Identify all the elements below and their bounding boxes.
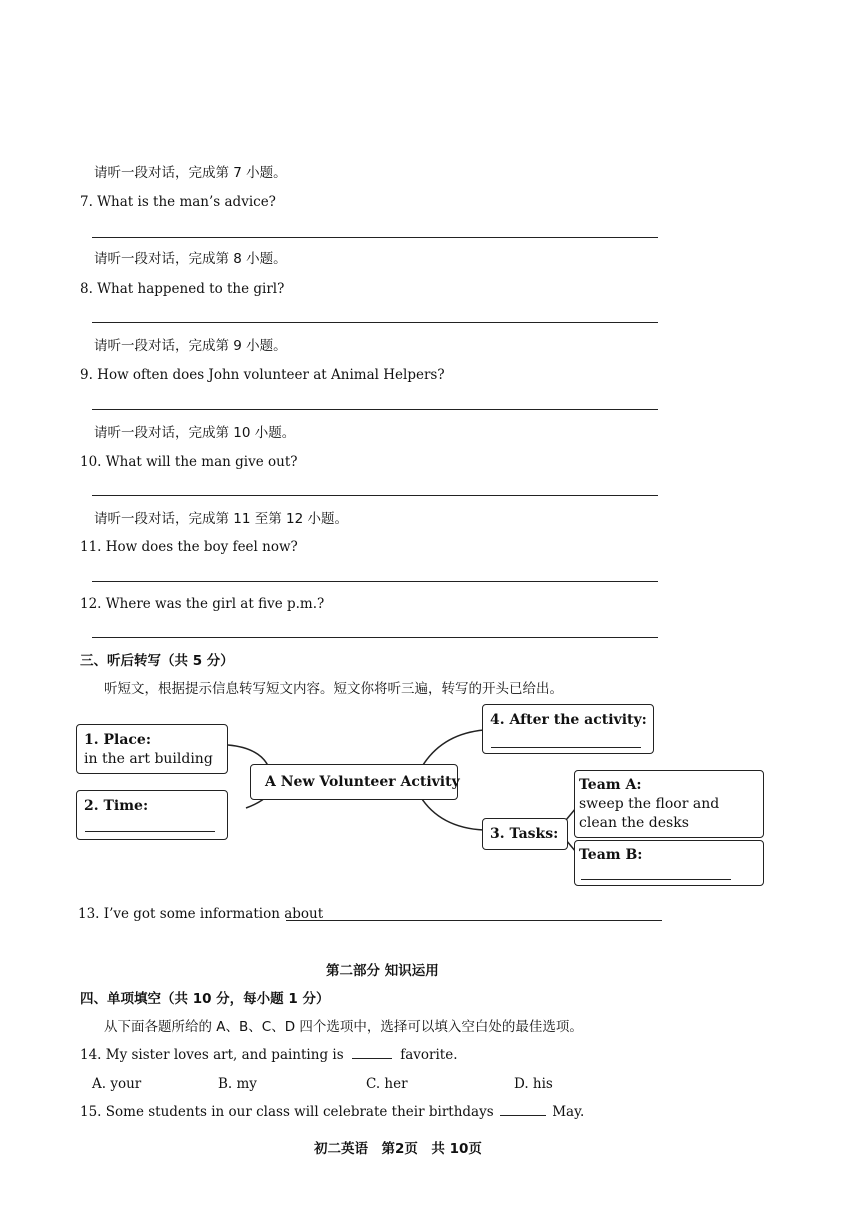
section4-title: 四、单项填空（共 10 分，每小题 1 分） xyxy=(80,991,330,1007)
center-box xyxy=(250,764,458,800)
q15-blank[interactable] xyxy=(500,1115,546,1116)
team-b-box xyxy=(574,840,764,886)
instruction-q9: 请听一段对话，完成第 9 小题。 xyxy=(94,338,287,354)
tasks-label: 3. Tasks: xyxy=(490,826,559,842)
instruction-q10: 请听一段对话，完成第 10 小题。 xyxy=(94,425,296,441)
team-a-line2: clean the desks xyxy=(579,815,689,831)
after-activity-answer-line[interactable] xyxy=(491,747,641,748)
team-a-label: Team A: xyxy=(579,777,642,793)
question-7: 7. What is the man’s advice? xyxy=(80,194,276,210)
q14-option-c[interactable]: C. her xyxy=(366,1076,408,1092)
place-box xyxy=(76,724,228,774)
instruction-q8: 请听一段对话，完成第 8 小题。 xyxy=(94,251,287,267)
page-footer: 初二英语 第2页 共 10页 xyxy=(314,1141,482,1157)
question-13: 13. I’ve got some information about xyxy=(78,906,324,922)
time-answer-line[interactable] xyxy=(85,831,215,832)
question-15 xyxy=(80,1103,584,1121)
part2-title: 第二部分 知识运用 xyxy=(326,963,439,979)
q14-option-a[interactable]: A. your xyxy=(92,1076,142,1092)
instruction-q7: 请听一段对话，完成第 7 小题。 xyxy=(94,165,287,181)
question-10: 10. What will the man give out? xyxy=(80,454,298,470)
question-9: 9. How often does John volunteer at Animal Helpers? xyxy=(80,367,445,383)
team-b-label: Team B: xyxy=(579,847,643,863)
question-14 xyxy=(80,1046,458,1064)
team-a-box xyxy=(574,770,764,838)
answer-line-13[interactable] xyxy=(286,920,662,921)
tasks-box xyxy=(482,818,568,850)
section4-instruction: 从下面各题所给的 A、B、C、D 四个选项中，选择可以填入空白处的最佳选项。 xyxy=(104,1019,583,1035)
q15-after: May. xyxy=(552,1104,585,1120)
place-label: 1. Place: xyxy=(84,732,152,748)
after-activity-box xyxy=(482,704,654,754)
q15-before: 15. Some students in our class will celebrate their birthdays xyxy=(80,1104,494,1120)
question-11: 11. How does the boy feel now? xyxy=(80,539,298,555)
team-b-answer-line[interactable] xyxy=(581,879,731,880)
q14-after: favorite. xyxy=(400,1047,458,1063)
center-title: A New Volunteer Activity xyxy=(265,774,460,790)
section3-title: 三、听后转写（共 5 分） xyxy=(80,653,234,669)
section3-instruction: 听短文，根据提示信息转写短文内容。短文你将听三遍，转写的开头已给出。 xyxy=(104,681,563,697)
time-box xyxy=(76,790,228,840)
after-activity-label: 4. After the activity: xyxy=(490,712,647,728)
team-a-line1: sweep the floor and xyxy=(579,796,720,812)
instruction-q11-12: 请听一段对话，完成第 11 至第 12 小题。 xyxy=(94,511,349,527)
q14-option-b[interactable]: B. my xyxy=(218,1076,257,1092)
question-8: 8. What happened to the girl? xyxy=(80,281,285,297)
time-label: 2. Time: xyxy=(84,798,149,814)
place-value: in the art building xyxy=(84,751,213,767)
q14-before: 14. My sister loves art, and painting is xyxy=(80,1047,344,1063)
q14-option-d[interactable]: D. his xyxy=(514,1076,553,1092)
question-12: 12. Where was the girl at five p.m.? xyxy=(80,596,325,612)
q14-blank[interactable] xyxy=(352,1058,392,1059)
